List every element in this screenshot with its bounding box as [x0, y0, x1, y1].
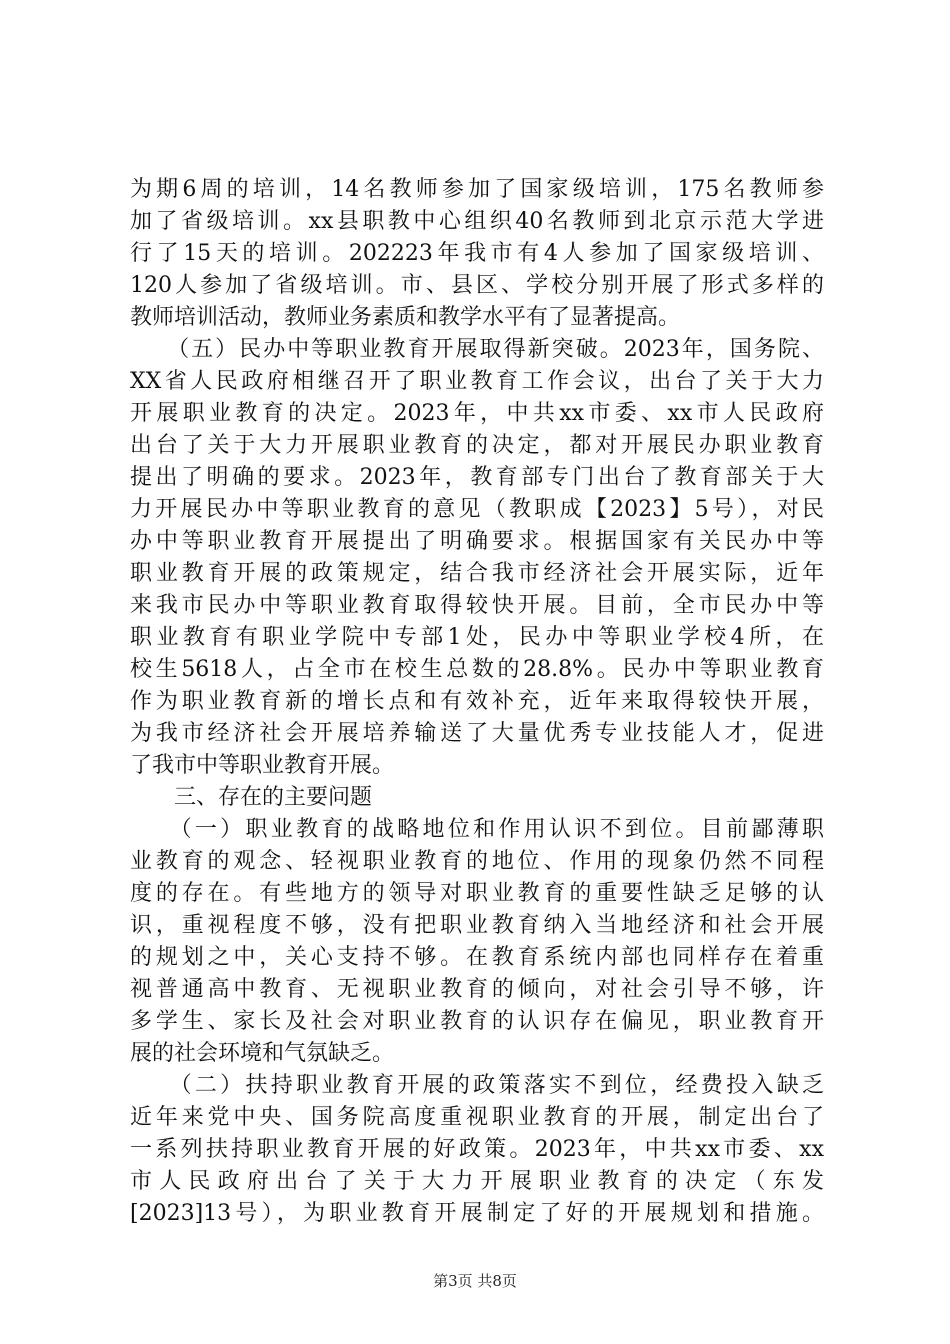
text-line: 开展职业教育的决定。2023年，中共xx市委、xx市人民政府	[130, 401, 824, 426]
body-text	[130, 174, 824, 1230]
text-line: （二）扶持职业教育开展的政策落实不到位，经费投入缺乏	[130, 1073, 824, 1098]
text-line: 展的社会环境和气氛缺乏。	[130, 1041, 395, 1066]
text-line: 来我市民办中等职业教育取得较快开展。目前，全市民办中等	[130, 593, 824, 618]
text-line: 多学生、家长及社会对职业教育的认识存在偏见，职业教育开	[130, 1009, 824, 1034]
text-line: 职业教育开展的政策规定，结合我市经济社会开展实际，近年	[130, 561, 824, 586]
text-line: 120人参加了省级培训。市、县区、学校分别开展了形式多样的	[130, 273, 824, 298]
text-line: 教师培训活动，教师业务素质和教学水平有了显著提高。	[130, 305, 681, 330]
text-line: 作为职业教育新的增长点和有效补充，近年来取得较快开展，	[130, 689, 824, 714]
text-line: 行了15天的培训。202223年我市有4人参加了国家级培训、	[130, 241, 824, 266]
page-number: 第3页 共8页	[433, 1272, 517, 1290]
text-line: 度的存在。有些地方的领导对职业教育的重要性缺乏足够的认	[130, 881, 824, 906]
text-line: XX省人民政府相继召开了职业教育工作会议，出台了关于大力	[130, 369, 824, 394]
text-line: 加了省级培训。xx县职教中心组织40名教师到北京示范大学进	[130, 209, 824, 234]
text-line: 为我市经济社会开展培养输送了大量优秀专业技能人才，促进	[130, 721, 824, 746]
text-line: 为期6周的培训，14名教师参加了国家级培训，175名教师参	[130, 177, 824, 202]
text-line: 的规划之中，关心支持不够。在教育系统内部也同样存在着重	[130, 945, 824, 970]
text-line: 职业教育有职业学院中专部1处，民办中等职业学校4所，在	[130, 625, 824, 650]
text-line: 力开展民办中等职业教育的意见（教职成【2023】5号），对民	[130, 497, 824, 522]
text-line: （一）职业教育的战略地位和作用认识不到位。目前鄙薄职	[130, 817, 824, 842]
text-line: 办中等职业教育开展提出了明确要求。根据国家有关民办中等	[130, 529, 824, 554]
text-line: 业教育的观念、轻视职业教育的地位、作用的现象仍然不同程	[130, 849, 824, 874]
text-line: 近年来党中央、国务院高度重视职业教育的开展，制定出台了	[130, 1105, 824, 1130]
text-line: 提出了明确的要求。2023年，教育部专门出台了教育部关于大	[130, 465, 824, 490]
text-line: 市人民政府出台了关于大力开展职业教育的决定（东发	[130, 1169, 824, 1194]
text-line: [2023]13号），为职业教育开展制定了好的开展规划和措施。	[130, 1201, 824, 1226]
text-line: 视普通高中教育、无视职业教育的倾向，对社会引导不够，许	[130, 977, 824, 1002]
text-line: （五）民办中等职业教育开展取得新突破。2023年，国务院、	[130, 337, 824, 362]
text-line: 识，重视程度不够，没有把职业教育纳入当地经济和社会开展	[130, 913, 824, 938]
text-line: 校生5618人，占全市在校生总数的28.8%。民办中等职业教育	[130, 657, 824, 682]
section-heading: 三、存在的主要问题	[130, 785, 373, 810]
text-line: 一系列扶持职业教育开展的好政策。2023年，中共xx市委、xx	[130, 1137, 824, 1162]
text-line: 了我市中等职业教育开展。	[130, 753, 395, 778]
text-line: 出台了关于大力开展职业教育的决定，都对开展民办职业教育	[130, 433, 824, 458]
